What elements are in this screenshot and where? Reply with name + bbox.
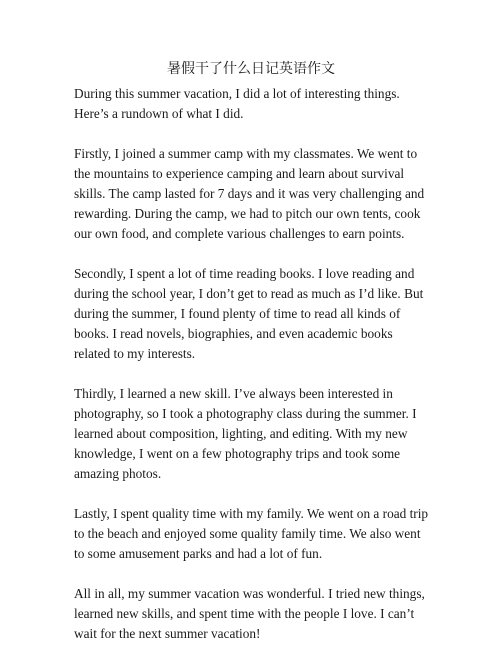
paragraph-photography: Thirdly, I learned a new skill. I’ve always been interested in photography, so I took a photography class during the summer. I learned about composition, lighting, and editing. With my new knowledge, I went on a few photography trips and took some amazing photos. [74, 386, 417, 481]
document-body [74, 84, 429, 664]
paragraph-family: Lastly, I spent quality time with my family. We went on a road trip to the beach and enjoyed some quality family time. We also went to some amusement parks and had a lot of fun. [74, 506, 429, 561]
document-title: 暑假干了什么日记英语作文 [167, 62, 335, 77]
paragraph-intro: During this summer vacation, I did a lot of interesting things. Here’s a rundown of what I did. [74, 86, 400, 121]
paragraph-conclusion: All in all, my summer vacation was wonderful. I tried new things, learned new skills, and spent time with the people I love. I can’t wait for the next summer vacation! [74, 586, 425, 641]
paragraph-summer-camp: Firstly, I joined a summer camp with my classmates. We went to the mountains to experience camping and learn about survival skills. The camp lasted for 7 days and it was very challenging and rewarding. During the camp, we had to pitch our own tents, cook our own food, and complete various challenges to earn points. [74, 146, 425, 241]
paragraph-reading: Secondly, I spent a lot of time reading books. I love reading and during the school year, I don’t get to read as much as I’d like. But during the summer, I found plenty of time to read all kinds of books. I read novels, biographies, and even academic books related to my interests. [74, 266, 424, 361]
